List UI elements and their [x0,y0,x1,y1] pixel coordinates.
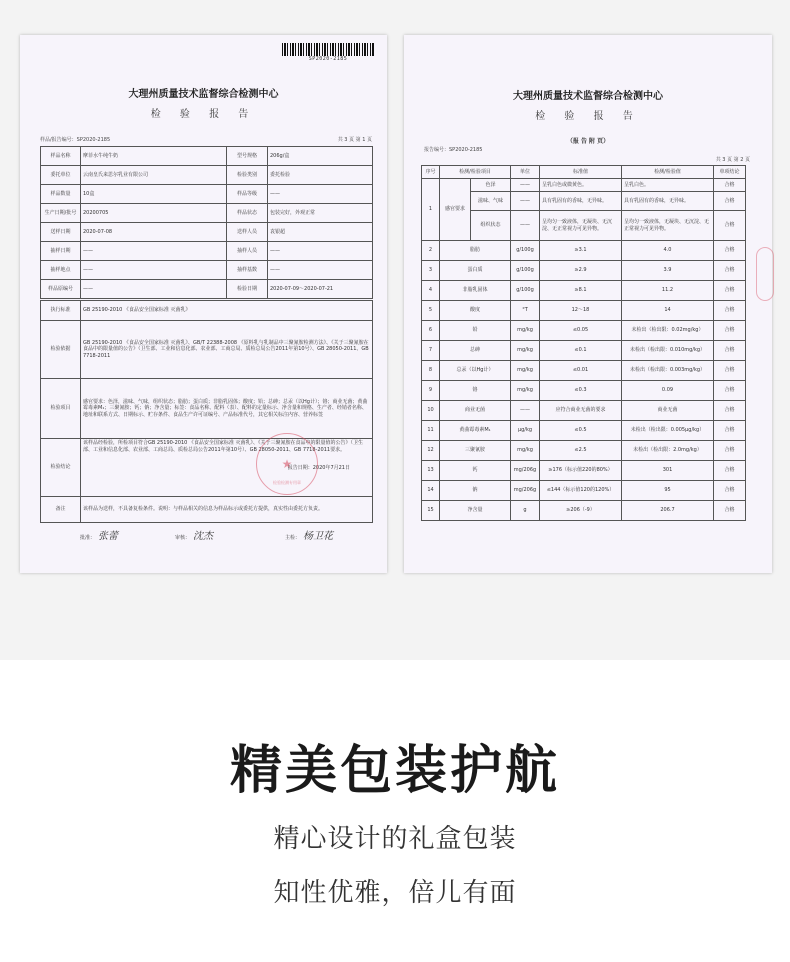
approve-label: 批准： [80,535,96,541]
result-conclusion: 合格 [714,441,746,461]
sensory-result: 合格 [714,192,746,211]
sensory-unit: —— [511,179,540,192]
result-unit: μg/kg [511,421,540,441]
appendix-note: （报 告 附 页） [566,138,610,145]
info-value: 摩菲水牛纯牛奶 [81,147,227,166]
result-conclusion: 合格 [714,501,746,521]
items-value: 感官要求：色泽，滋味、气味，组织状态；脂肪；蛋白质；非脂乳固体；酸度；铅；总砷；总汞（以Hg计）；铬；商业无菌；黄曲霉毒素M₁；三聚氰胺；钙；钠；净含量；标签：食品名称、配料（表）、配料的定量标示、净含量和规格、生产者、经销者名称、地址和联系方式、日期标示、贮存条件、食品生产许可证编号、产品标准代号，其它相关标注内容、营养标签 [81,379,373,439]
seal-star-icon: ★ [281,457,293,471]
result-conclusion: 合格 [714,481,746,501]
sensory-value: 具有乳固有的香味，无异味。 [622,192,714,211]
info-value-2: 包装完好，外观正常 [268,204,373,223]
result-item: 铅 [440,321,511,341]
result-unit: —— [511,401,540,421]
result-item: 酸度 [440,301,511,321]
barcode-bars [282,43,374,56]
result-no: 10 [422,401,440,421]
info-label-2: 抽样基数 [227,261,268,280]
standard-value: GB 25190-2010 《食品安全国家标准 灭菌乳》 [81,301,373,321]
result-conclusion: 合格 [714,361,746,381]
result-value: 未检出（检出限：2.0mg/kg） [622,441,714,461]
result-item: 三聚氰胺 [440,441,511,461]
result-value: 商业无菌 [622,401,714,421]
result-standard: ≥8.1 [540,281,622,301]
result-unit: g/100g [511,281,540,301]
info-label: 生产日期/批号 [41,204,81,223]
info-label-2: 样品等级 [227,185,268,204]
inspection-report-page-2 [404,35,772,573]
conclusion-value: 该样品经检验，所检项目符合GB 25190-2010 《食品安全国家标准 灭菌乳》、《关于三聚氰胺在食品中的限量值的公告》（卫生部、工业和信息化部、农业部、工商总局、质检总局公告2011年第10号）、GB 28050-2011、GB 7718-2011要求。 [83,440,364,453]
result-no: 5 [422,301,440,321]
result-no: 14 [422,481,440,501]
result-value: 未检出（检出限：0.010mg/kg） [622,341,714,361]
result-row [422,281,746,301]
sensory-item: 组织状态 [471,211,511,241]
seal-text: 检验检测专用章 [273,480,301,485]
result-item: 黄曲霉毒素M₁ [440,421,511,441]
sensory-row [422,192,746,211]
result-item: 总砷 [440,341,511,361]
result-unit: °T [511,301,540,321]
sensory-standard: 呈乳白色或微黄色。 [540,179,622,192]
report-subtitle: 检 验 报 告 [150,109,257,120]
result-item: 净含量 [440,501,511,521]
result-conclusion: 合格 [714,341,746,361]
header-unit: 单位 [511,166,540,179]
info-value-2: —— [268,242,373,261]
result-conclusion: 合格 [714,241,746,261]
sensory-item: 色泽 [471,179,511,192]
result-unit: mg/206g [511,481,540,501]
info-row [41,223,373,242]
result-unit: g/100g [511,261,540,281]
info-value: 2020-07-08 [81,223,227,242]
result-unit: mg/206g [511,461,540,481]
info-row [41,147,373,166]
result-standard: ≤0.05 [540,321,622,341]
result-item: 商业无菌 [440,401,511,421]
result-no: 3 [422,261,440,281]
sensory-value: 呈乳白色。 [622,179,714,192]
info-label: 抽样地点 [41,261,81,280]
test-signature [285,527,333,542]
standard-label: 执行标准 [41,301,81,321]
info-value: 20200705 [81,204,227,223]
result-unit: g/100g [511,241,540,261]
approve-signature [80,527,118,542]
info-value-2: —— [268,185,373,204]
result-value: 未检出（检出限：0.003mg/kg） [622,361,714,381]
result-conclusion: 合格 [714,281,746,301]
result-value: 206.7 [622,501,714,521]
results-header-row [422,166,746,179]
result-no: 11 [422,421,440,441]
result-row [422,441,746,461]
info-value-2: 2020-07-09～2020-07-21 [268,280,373,299]
sensory-value: 呈均匀一致液体，无凝块、无沉淀、无正常视力可见异物。 [622,211,714,241]
sensory-result: 合格 [714,211,746,241]
result-conclusion: 合格 [714,401,746,421]
sensory-standard: 呈均匀一致液体，无凝块、无沉淀、无正常视力可见异物。 [540,211,622,241]
result-unit: mg/kg [511,361,540,381]
result-value: 0.09 [622,381,714,401]
conclusion-cell [81,439,373,497]
result-standard: ≤0.01 [540,361,622,381]
result-no: 2 [422,241,440,261]
header-result: 单项结论 [714,166,746,179]
info-label-2: 抽样人员 [227,242,268,261]
sensory-unit: —— [511,211,540,241]
result-item: 铬 [440,381,511,401]
result-conclusion: 合格 [714,421,746,441]
report-date: 报告日期：2020年7月21日 [287,465,350,471]
result-item: 钙 [440,461,511,481]
approve-name: 张蕾 [98,531,119,542]
result-unit: mg/kg [511,341,540,361]
remark-value: 该样品为送样，不具备复检条件。说明：与样品相关的信息为样品标示或委托方提供，真实性由委托方负责。 [81,497,373,523]
result-row [422,361,746,381]
result-row [422,381,746,401]
result-value: 301 [622,461,714,481]
result-unit: g [511,501,540,521]
info-row [41,242,373,261]
info-label-2: 检验类别 [227,166,268,185]
info-value-2: 206g/盒 [268,147,373,166]
results-table [421,165,746,521]
sensory-no: 1 [422,179,440,241]
info-label: 委托单位 [41,166,81,185]
result-conclusion: 合格 [714,321,746,341]
sensory-row [422,211,746,241]
result-no: 8 [422,361,440,381]
header-value: 检测/检验值 [622,166,714,179]
basis-value: GB 25190-2010 《食品安全国家标准 灭菌乳》、GB/T 22388-2008 《原料乳与乳制品中三聚氰胺检测方法》、《关于三聚氰胺在食品中的限量值的公告》（卫生部、工业和信息化部、农业部、工商总局、质检总局公告2011年第10号）、GB 28050-2011、GB 7718-2011 [81,321,373,379]
result-row [422,261,746,281]
info-label: 抽样日期 [41,242,81,261]
result-standard: 应符合商业无菌的要求 [540,401,622,421]
inspection-detail-table [40,300,373,523]
result-item: 非脂乳固体 [440,281,511,301]
info-value: —— [81,261,227,280]
info-value: —— [81,280,227,299]
info-label-2: 送样人员 [227,223,268,242]
result-standard: 12～18 [540,301,622,321]
result-value: 未检出（检出限：0.02mg/kg） [622,321,714,341]
info-row [41,166,373,185]
result-value: 11.2 [622,281,714,301]
result-value: 14 [622,301,714,321]
result-standard: ≤144（标示值120的120%） [540,481,622,501]
info-label-2: 型号规格 [227,147,268,166]
basis-label: 检验依据 [41,321,81,379]
result-no: 6 [422,321,440,341]
result-no: 12 [422,441,440,461]
inspection-report-page-1 [20,35,387,573]
promo-headline: 精美包装护航 [229,741,560,801]
sensory-item: 滋味、气味 [471,192,511,211]
info-row [41,185,373,204]
result-row [422,321,746,341]
result-standard: ≤0.3 [540,381,622,401]
sample-info-table [40,146,373,299]
result-conclusion: 合格 [714,381,746,401]
report-number: 报告编号：SP2020-2185 [424,147,483,153]
result-conclusion: 合格 [714,301,746,321]
result-row [422,241,746,261]
result-row [422,401,746,421]
edge-seal [756,247,774,301]
items-label: 检验项目 [41,379,81,439]
sensory-result: 合格 [714,179,746,192]
promo-line-1: 精心设计的礼盒包装 [273,824,517,854]
report-title: 大理州质量技术监督综合检测中心 [513,91,663,102]
sensory-label: 感官要求 [440,179,471,241]
header-no: 序号 [422,166,440,179]
result-row [422,421,746,441]
barcode-number: SP2020-2185 [308,56,348,62]
info-label: 送样日期 [41,223,81,242]
result-standard: ≥2.9 [540,261,622,281]
result-conclusion: 合格 [714,261,746,281]
info-label-2: 样品状态 [227,204,268,223]
header-standard: 标准值 [540,166,622,179]
info-value: —— [81,242,227,261]
info-value: 云南皇氏来思尔乳业有限公司 [81,166,227,185]
page-info: 共 3 页 第 1 页 [337,137,372,143]
report-number: 样品/报告编号：SP2020-2185 [40,137,111,143]
result-standard: ≤0.1 [540,341,622,361]
review-name: 沈杰 [193,531,214,542]
result-no: 4 [422,281,440,301]
result-unit: mg/kg [511,321,540,341]
conclusion-label: 检验结论 [41,439,81,497]
report-meta [40,136,372,143]
info-label: 样品原编号 [41,280,81,299]
report-title: 大理州质量技术监督综合检测中心 [128,89,279,100]
info-label-2: 检验日期 [227,280,268,299]
test-label: 主检： [285,535,301,541]
sensory-row [422,179,746,192]
result-no: 13 [422,461,440,481]
report-subtitle: 检 验 报 告 [535,111,641,122]
result-no: 9 [422,381,440,401]
result-standard: ≤0.5 [540,421,622,441]
result-row [422,501,746,521]
result-unit: mg/kg [511,381,540,401]
result-row [422,301,746,321]
result-no: 7 [422,341,440,361]
review-signature [175,527,213,542]
info-row [41,261,373,280]
result-value: 3.9 [622,261,714,281]
test-name: 杨卫花 [303,531,334,542]
info-value-2: 袁银超 [268,223,373,242]
report-number-row [424,146,750,153]
result-item: 脂肪 [440,241,511,261]
page-info: 共 3 页 第 2 页 [715,157,750,163]
info-row [41,204,373,223]
info-value: 10盒 [81,185,227,204]
info-value-2: —— [268,261,373,280]
barcode [282,43,374,65]
result-row [422,461,746,481]
result-conclusion: 合格 [714,461,746,481]
info-row [41,280,373,299]
official-seal [256,433,318,495]
remark-label: 备注 [41,497,81,523]
result-item: 钠 [440,481,511,501]
header-item: 检测/检验项目 [440,166,511,179]
promo-line-2: 知性优雅，倍儿有面 [273,878,517,908]
result-row [422,341,746,361]
info-label: 样品名称 [41,147,81,166]
sensory-unit: —— [511,192,540,211]
result-value: 4.0 [622,241,714,261]
result-value: 95 [622,481,714,501]
result-item: 总汞（以Hg计） [440,361,511,381]
info-label: 样品数量 [41,185,81,204]
result-row [422,481,746,501]
result-value: 未检出（检出限：0.005μg/kg） [622,421,714,441]
result-standard: ≥206（-9） [540,501,622,521]
review-label: 审核： [175,535,191,541]
sensory-standard: 具有乳固有的香味，无异味。 [540,192,622,211]
result-item: 蛋白质 [440,261,511,281]
result-unit: mg/kg [511,441,540,461]
result-standard: ≥3.1 [540,241,622,261]
result-standard: ≥176（标示值220的80%） [540,461,622,481]
result-standard: ≤2.5 [540,441,622,461]
info-value-2: 委托检验 [268,166,373,185]
result-no: 15 [422,501,440,521]
